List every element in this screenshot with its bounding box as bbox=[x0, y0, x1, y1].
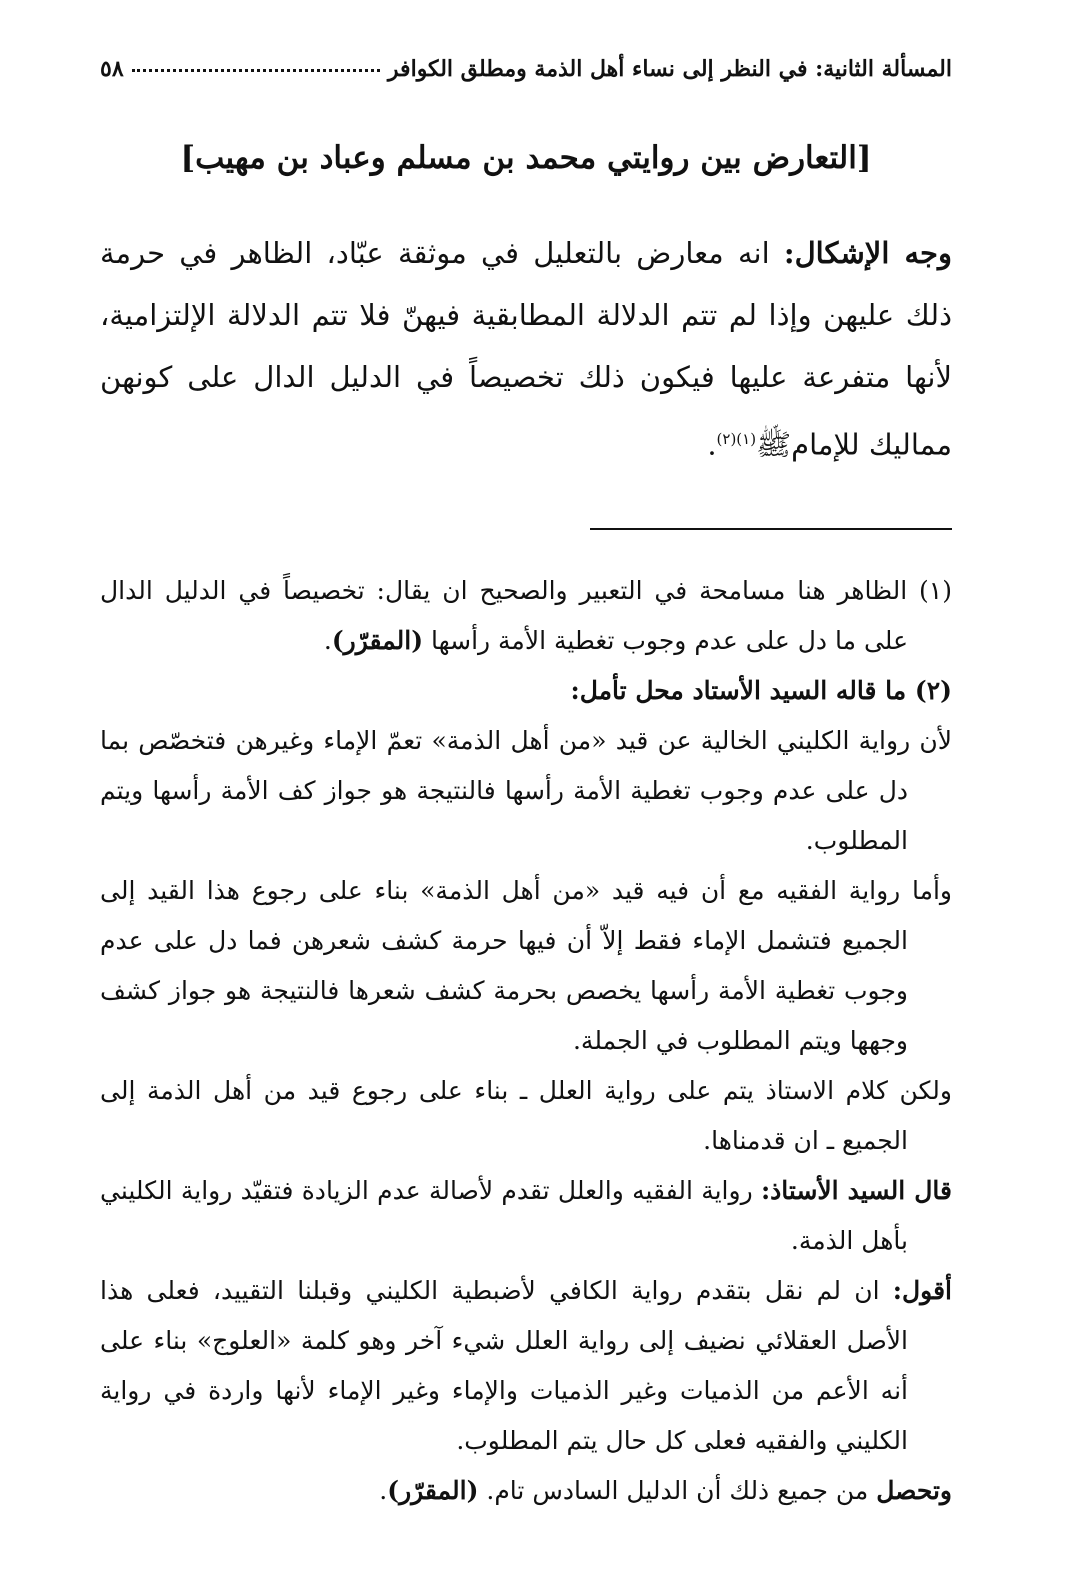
footnote-2-heading: (٢) ما قاله السيد الأستاد محل تأمل: bbox=[570, 676, 952, 705]
footnote-1-text: (١) الظاهر هنا مسامحة في التعبير والصحيح ان يقال: تخصيصاً في الدليل الدال على ما دل على عدم وجوب تغطية الأمة رأسها bbox=[100, 576, 952, 655]
book-page bbox=[100, 0, 952, 1590]
para-6-lead: وتحصل bbox=[876, 1476, 952, 1505]
footnotes bbox=[100, 566, 952, 1516]
footnote-2-para-4 bbox=[100, 1166, 952, 1266]
para-4-text: رواية الفقيه والعلل تقدم لأصالة عدم الزيادة فتقيّد رواية الكليني بأهل الذمة. bbox=[100, 1176, 908, 1255]
running-header bbox=[100, 56, 952, 82]
footnote-2-para-1: لأن رواية الكليني الخالية عن قيد «من أهل الذمة» تعمّ الإماء وغيرهن فتخصّص بما دل على عدم وجوب تغطية الأمة رأسها فالنتيجة هو جواز كف الأمة رأسها ويتم المطلوب. bbox=[100, 726, 952, 855]
footnote-separator bbox=[590, 528, 952, 530]
main-end-mark: . bbox=[707, 427, 717, 462]
footnote-2-para-6 bbox=[100, 1466, 952, 1516]
footnote-2-para-2: وأما رواية الفقيه مع أن فيه قيد «من أهل الذمة» بناء على رجوع هذا القيد إلى الجميع فتشمل الإماء فقط إلاّ أن فيها حرمة كشف شعرهن فما دل على عدم وجوب تغطية الأمة رأسها يخصص بحرمة كشف شعرها فالنتيجة هو جواز كشف وجهها ويتم المطلوب في الجملة. bbox=[100, 876, 952, 1055]
page-number: ٥٨ bbox=[100, 56, 124, 82]
header-title: المسألة الثانية: في النظر إلى نساء أهل الذمة ومطلق الكوافر bbox=[387, 56, 952, 82]
main-body-text: انه معارض بالتعليل في موثقة عبّاد، الظاهر في حرمة ذلك عليهن وإذا لم تتم الدلالة المطابقية فيهنّ فلا تتم الدلالة الإلتزامية، لأنها متفرعة عليها فيكون ذلك تخصيصاً في الدليل الدال على كونهن مماليك للإمام bbox=[100, 236, 952, 462]
para-4-lead: قال السيد الأستاذ: bbox=[760, 1176, 952, 1205]
footnote-1-end: . bbox=[323, 626, 332, 655]
footnote-refs: (١)(٢) bbox=[716, 430, 757, 448]
footnote-2-para-3: ولكن كلام الاستاذ يتم على رواية العلل ـ بناء على رجوع قيد من أهل الذمة إلى الجميع ـ ان قدمناها. bbox=[100, 1076, 952, 1155]
main-paragraph bbox=[100, 222, 952, 476]
problem-lead: وجه الإشكال: bbox=[783, 236, 952, 270]
para-5-text: ان لم نقل بتقدم رواية الكافي لأضبطية الكليني وقبلنا التقييد، فعلى هذا الأصل العقلائي نضيف إلى رواية العلل شيء آخر وهو كلمة «العلوج» بناء على أنه الأعم من الذميات وغير الذميات والإماء وغير الإماء لأنها واردة في رواية الكليني والفقيه فعلى كل حال يتم المطلوب. bbox=[100, 1276, 908, 1455]
para-6-end: . bbox=[379, 1476, 388, 1505]
para-6-source: (المقرّر) bbox=[387, 1476, 479, 1505]
para-6-text: من جميع ذلك أن الدليل السادس تام. bbox=[478, 1476, 877, 1505]
footnote-1 bbox=[100, 566, 952, 666]
footnote-1-source: (المقرّر) bbox=[331, 626, 424, 655]
footnote-2-para-5 bbox=[100, 1266, 952, 1466]
dot-leader bbox=[132, 69, 380, 72]
para-5-lead: أقول: bbox=[892, 1276, 952, 1305]
section-title: [التعارض بين روايتي محمد بن مسلم وعباد بن مهيب] bbox=[180, 140, 872, 176]
honorific-symbol: ﷺ bbox=[756, 427, 792, 462]
